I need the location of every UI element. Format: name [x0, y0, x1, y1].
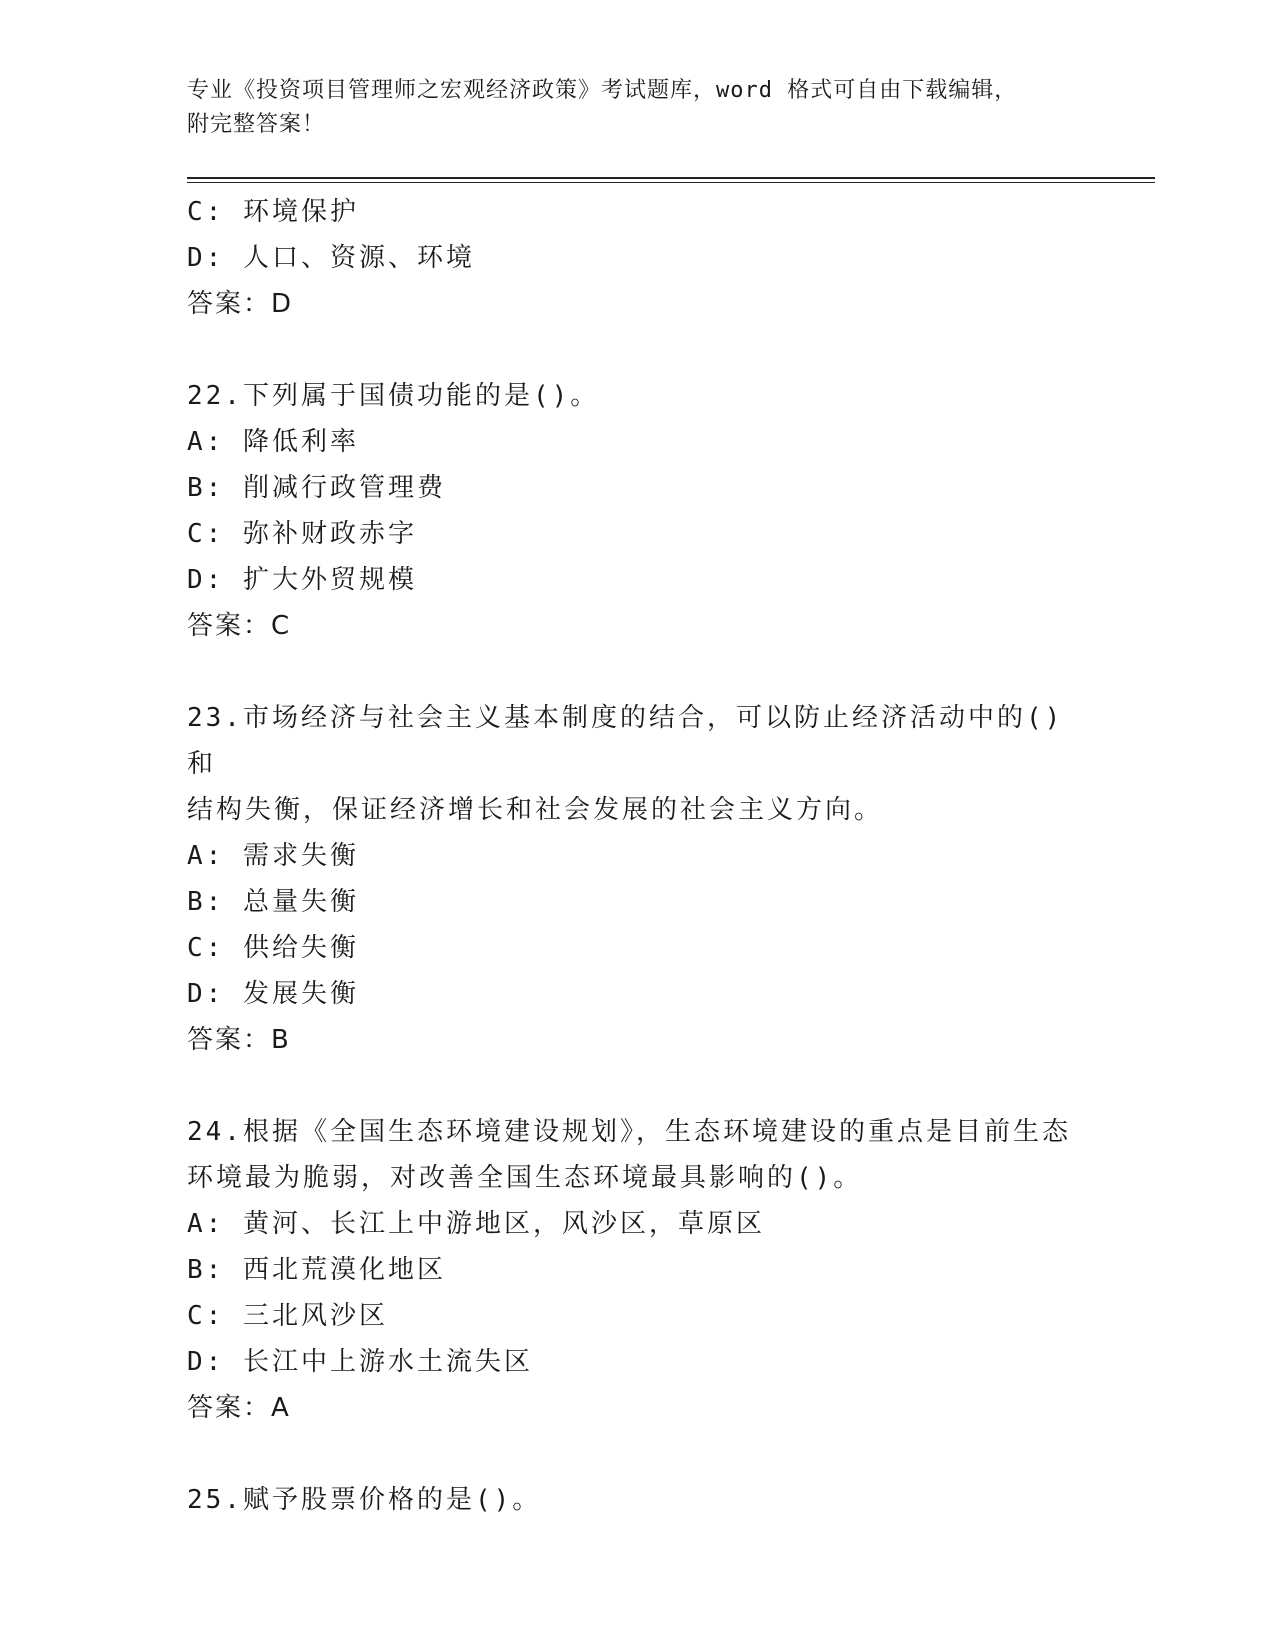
question-21-tail: [187, 189, 1087, 327]
document-header: [187, 74, 1087, 142]
question-text: 25.赋予股票价格的是()。: [187, 1485, 542, 1515]
option-a: A: 降低利率: [187, 427, 359, 457]
question-25: [187, 1477, 1087, 1523]
spacer: [187, 327, 1087, 373]
spacer: [187, 1063, 1087, 1109]
header-line-2: 附完整答案！: [187, 112, 326, 137]
header-divider: [187, 177, 1155, 183]
answer: 答案：D: [187, 289, 294, 319]
question-23: [187, 695, 1087, 1063]
option-b: B: 西北荒漠化地区: [187, 1255, 446, 1285]
question-text-line-1: 24.根据《全国生态环境建设规划》，生态环境建设的重点是目前生态: [187, 1117, 1071, 1147]
question-list: [187, 189, 1087, 1523]
option-b: B: 削减行政管理费: [187, 473, 446, 503]
answer: 答案：A: [187, 1393, 291, 1423]
question-text-line-2: 结构失衡，保证经济增长和社会发展的社会主义方向。: [187, 795, 884, 825]
option-a: A: 需求失衡: [187, 841, 359, 871]
option-d: D: 扩大外贸规模: [187, 565, 417, 595]
header-line-1: 专业《投资项目管理师之宏观经济政策》考试题库，word 格式可自由下载编辑，: [187, 78, 1018, 103]
spacer: [187, 649, 1087, 695]
question-24: [187, 1109, 1087, 1431]
option-c: C: 供给失衡: [187, 933, 359, 963]
question-22: [187, 373, 1087, 649]
answer: 答案：C: [187, 611, 292, 641]
option-d: D: 发展失衡: [187, 979, 359, 1009]
question-text-line-2: 环境最为脆弱，对改善全国生态环境最具影响的()。: [187, 1163, 863, 1193]
option-a: A: 黄河、长江上中游地区，风沙区，草原区: [187, 1209, 765, 1239]
answer: 答案：B: [187, 1025, 291, 1055]
option-d: D: 人口、资源、环境: [187, 243, 475, 273]
option-c: C: 弥补财政赤字: [187, 519, 417, 549]
option-b: B: 总量失衡: [187, 887, 359, 917]
question-text: 22.下列属于国债功能的是()。: [187, 381, 600, 411]
spacer: [187, 1431, 1087, 1477]
option-c: C: 三北风沙区: [187, 1301, 388, 1331]
question-text-line-1: 23.市场经济与社会主义基本制度的结合，可以防止经济活动中的()和: [187, 703, 1064, 779]
option-d: D: 长江中上游水土流失区: [187, 1347, 533, 1377]
option-c: C: 环境保护: [187, 197, 359, 227]
